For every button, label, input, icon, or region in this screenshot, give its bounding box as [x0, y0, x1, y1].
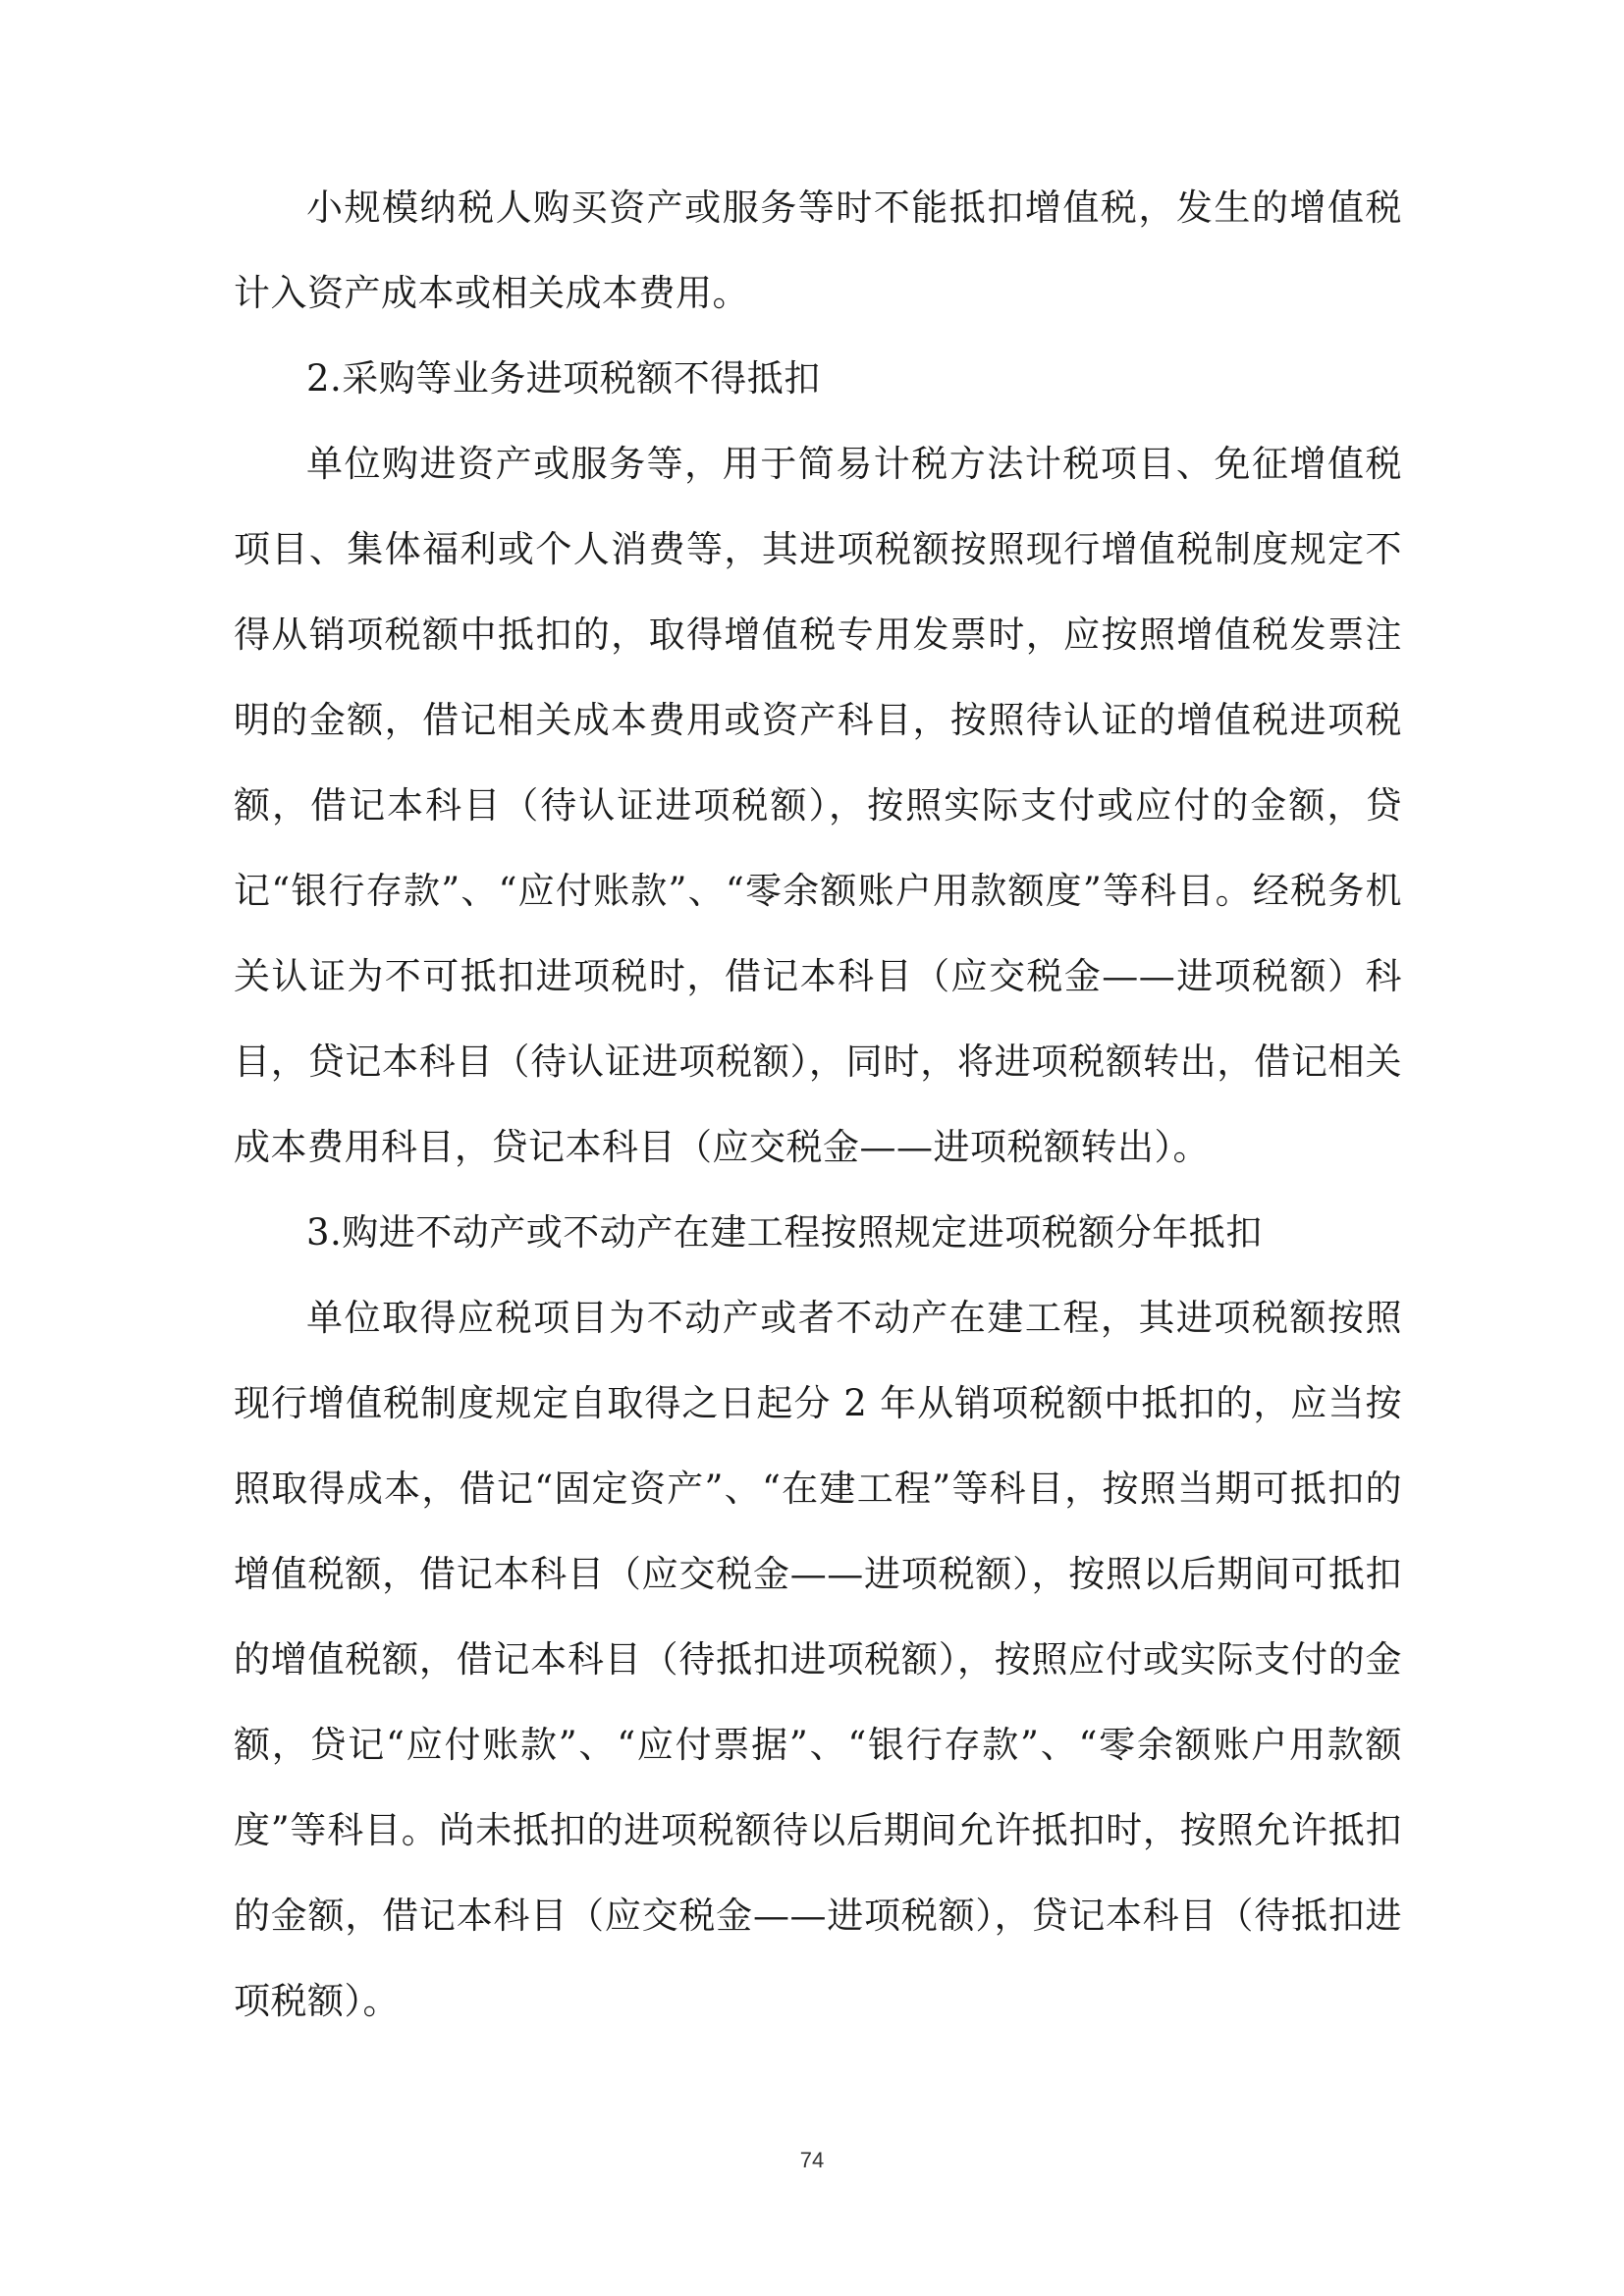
paragraph-real-estate-deduction: 单位取得应税项目为不动产或者不动产在建工程，其进项税额按照现行增值税制度规定自取得之日起分 2 年从销项税额中抵扣的，应当按照取得成本，借记“固定资产”、“在建工程”等科目，按照当期可抵扣的增值税额，借记本科目（应交税金——进项税额），按照以后期间可抵扣的增值税额，借记本科目（待抵扣进项税额），按照应付或实际支付的金额，贷记“应付账款”、“应付票据”、“银行存款”、“零余额账户用款额度”等科目。尚未抵扣的进项税额待以后期间允许抵扣时，按照允许抵扣的金额，借记本科目（应交税金——进项税额），贷记本科目（待抵扣进项税额）。	[234, 1297, 1402, 2022]
section-heading-3: 3.购进不动产或不动产在建工程按照规定进项税额分年抵扣	[306, 1211, 1263, 1254]
body-text	[234, 165, 1402, 2044]
section-heading-2: 2.采购等业务进项税额不得抵扣	[306, 357, 821, 400]
paragraph-small-taxpayer: 小规模纳税人购买资产或服务等时不能抵扣增值税，发生的增值税计入资产成本或相关成本费用。	[234, 187, 1402, 314]
page-number: 74	[799, 2148, 825, 2172]
paragraph-non-deductible-input-tax: 单位购进资产或服务等，用于简易计税方法计税项目、免征增值税项目、集体福利或个人消费等，其进项税额按照现行增值税制度规定不得从销项税额中抵扣的，取得增值税专用发票时，应按照增值税发票注明的金额，借记相关成本费用或资产科目，按照待认证的增值税进项税额，借记本科目（待认证进项税额），按照实际支付或应付的金额，贷记“银行存款”、“应付账款”、“零余额账户用款额度”等科目。经税务机关认证为不可抵扣进项税时，借记本科目（应交税金——进项税额）科目，贷记本科目（待认证进项税额），同时，将进项税额转出，借记相关成本费用科目，贷记本科目（应交税金——进项税额转出）。	[234, 443, 1402, 1168]
